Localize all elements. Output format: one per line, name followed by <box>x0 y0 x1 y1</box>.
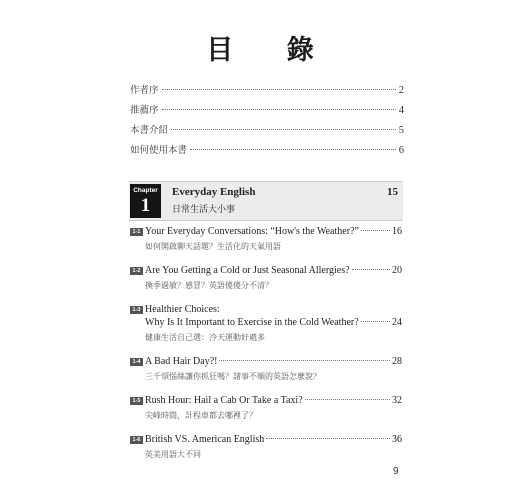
entry-label: 如何使用本書 <box>130 145 188 156</box>
lesson-title-continued: Why Is It Important to Exercise in the Cold Weather? <box>145 317 359 328</box>
lesson-number-badge: 1-2 <box>130 267 143 275</box>
dot-leader <box>219 360 390 361</box>
toc-entry-recommendation[interactable] <box>130 102 404 122</box>
lesson-title: Are You Getting a Cold or Just Seasonal Allergies? <box>145 265 350 276</box>
lesson-page: 36 <box>392 434 402 445</box>
entry-page: 4 <box>398 105 404 116</box>
dot-leader <box>190 149 396 150</box>
lesson-entry-1-4[interactable] <box>130 356 402 383</box>
dot-leader <box>162 89 396 90</box>
lesson-number-badge: 1-5 <box>130 397 143 405</box>
lesson-subtitle: 尖峰時間，計程車都去哪裡了？ <box>145 411 257 420</box>
lesson-entry-1-5[interactable] <box>130 395 402 422</box>
entry-page: 6 <box>398 145 404 156</box>
entry-label: 推薦序 <box>130 105 159 116</box>
lesson-entry-1-3[interactable] <box>130 304 402 344</box>
lesson-number-badge: 1-6 <box>130 436 143 444</box>
lesson-subtitle: 換季過敏？感冒？英語傻傻分不清？ <box>145 281 273 290</box>
chapter-word: Chapter <box>133 187 158 194</box>
lesson-subtitle: 如何開啟聊天話題？生活化的天氣用語 <box>145 242 281 251</box>
chapter-subtitle: 日常生活大小事 <box>172 205 236 215</box>
toc-entry-preface[interactable] <box>130 82 404 102</box>
lesson-subtitle: 健康生活自己選：冷天運動好處多 <box>145 333 265 342</box>
lesson-page: 24 <box>392 317 402 328</box>
dot-leader <box>361 321 390 322</box>
lesson-title: Healthier Choices: <box>145 304 220 315</box>
lesson-number-badge: 1-4 <box>130 358 143 366</box>
lesson-entry-1-1[interactable] <box>130 226 402 253</box>
entry-label: 本書介紹 <box>130 125 169 136</box>
dot-leader <box>361 230 390 231</box>
front-matter-list <box>130 82 404 162</box>
toc-entry-how-to-use[interactable] <box>130 142 404 162</box>
dot-leader <box>352 269 390 270</box>
chapter-title[interactable]: Everyday English <box>172 186 256 198</box>
dot-leader <box>162 109 396 110</box>
lesson-title: Rush Hour: Hail a Cab Or Take a Taxi? <box>145 395 303 406</box>
page-number: 9 <box>393 466 399 477</box>
dot-leader <box>171 129 396 130</box>
lesson-title: British VS. American English <box>145 434 265 445</box>
lesson-title: A Bad Hair Day?! <box>145 356 218 367</box>
chapter-header-bar <box>129 181 403 221</box>
lesson-subtitle: 三千煩惱絲讓你抓狂嗎？諸事不順的英語怎麼說？ <box>145 372 321 381</box>
page-title: 目 錄 <box>206 35 336 66</box>
chapter-badge[interactable] <box>130 184 161 218</box>
chapter-page: 15 <box>387 186 398 198</box>
lesson-entry-1-2[interactable] <box>130 265 402 292</box>
lesson-page: 32 <box>392 395 402 406</box>
lesson-subtitle: 英美用語大不同 <box>145 450 201 459</box>
toc-entry-book-intro[interactable] <box>130 122 404 142</box>
lesson-number-badge: 1-1 <box>130 228 143 236</box>
lesson-page: 28 <box>392 356 402 367</box>
entry-page: 5 <box>398 125 404 136</box>
dot-leader <box>266 438 390 439</box>
entry-label: 作者序 <box>130 85 159 96</box>
lesson-list <box>130 226 402 473</box>
dot-leader <box>305 399 390 400</box>
lesson-page: 16 <box>392 226 402 237</box>
lesson-page: 20 <box>392 265 402 276</box>
chapter-number: 1 <box>140 195 151 216</box>
entry-page: 2 <box>398 85 404 96</box>
lesson-entry-1-6[interactable] <box>130 434 402 461</box>
lesson-number-badge: 1-3 <box>130 306 143 314</box>
lesson-title: Your Everyday Conversations: “How's the Weather?” <box>145 226 359 237</box>
